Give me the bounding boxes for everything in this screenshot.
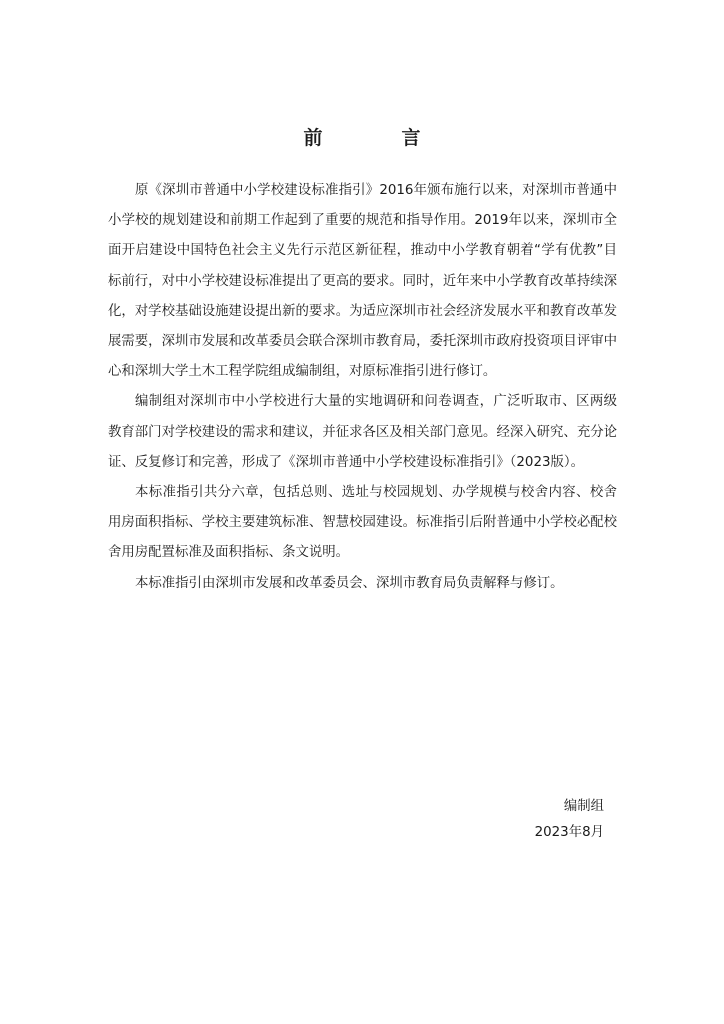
signature-organization: 编制组 bbox=[563, 799, 604, 814]
paragraph-1: 原《深圳市普通中小学校建设标准指引》2016年颁布施行以来，对深圳市普通中小学校的规划建设和前期工作起到了重要的规范和指导作用。2019年以来，深圳市全面开启建设中国特色社会主义先行示范区新征程，推动中小学教育朝着“学有优教”目标前行，对中小学校建设标准提出了更高的要求。同时，近年来中小学教育改革持续深化，对学校基础设施建设提出新的要求。为适应深圳市社会经济发展水平和教育改革发展需要，深圳市发展和改革委员会联合深圳市教育局，委托深圳市政府投资项目评审中心和深圳大学土木工程学院组成编制组，对原标准指引进行修订。 bbox=[108, 183, 617, 380]
paragraph-3: 本标准指引共分六章，包括总则、选址与校园规划、办学规模与校舍内容、校舍用房面积指标、学校主要建筑标准、智慧校园建设。标准指引后附普通中小学校必配校舍用房配置标准及面积指标、条文说明。 bbox=[108, 485, 617, 561]
signature-date: 2023年8月 bbox=[534, 825, 604, 840]
page-title: 前 言 bbox=[303, 127, 451, 149]
paragraph-2: 编制组对深圳市中小学校进行大量的实地调研和问卷调查，广泛听取市、区两级教育部门对学校建设的需求和建议，并征求各区及相关部门意见。经深入研究、充分论证、反复修订和完善，形成了《深圳市普通中小学校建设标准指引》（2023版）。 bbox=[108, 394, 617, 470]
preface-body bbox=[108, 176, 617, 599]
paragraph-4: 本标准指引由深圳市发展和改革委员会、深圳市教育局负责解释与修订。 bbox=[135, 575, 564, 591]
